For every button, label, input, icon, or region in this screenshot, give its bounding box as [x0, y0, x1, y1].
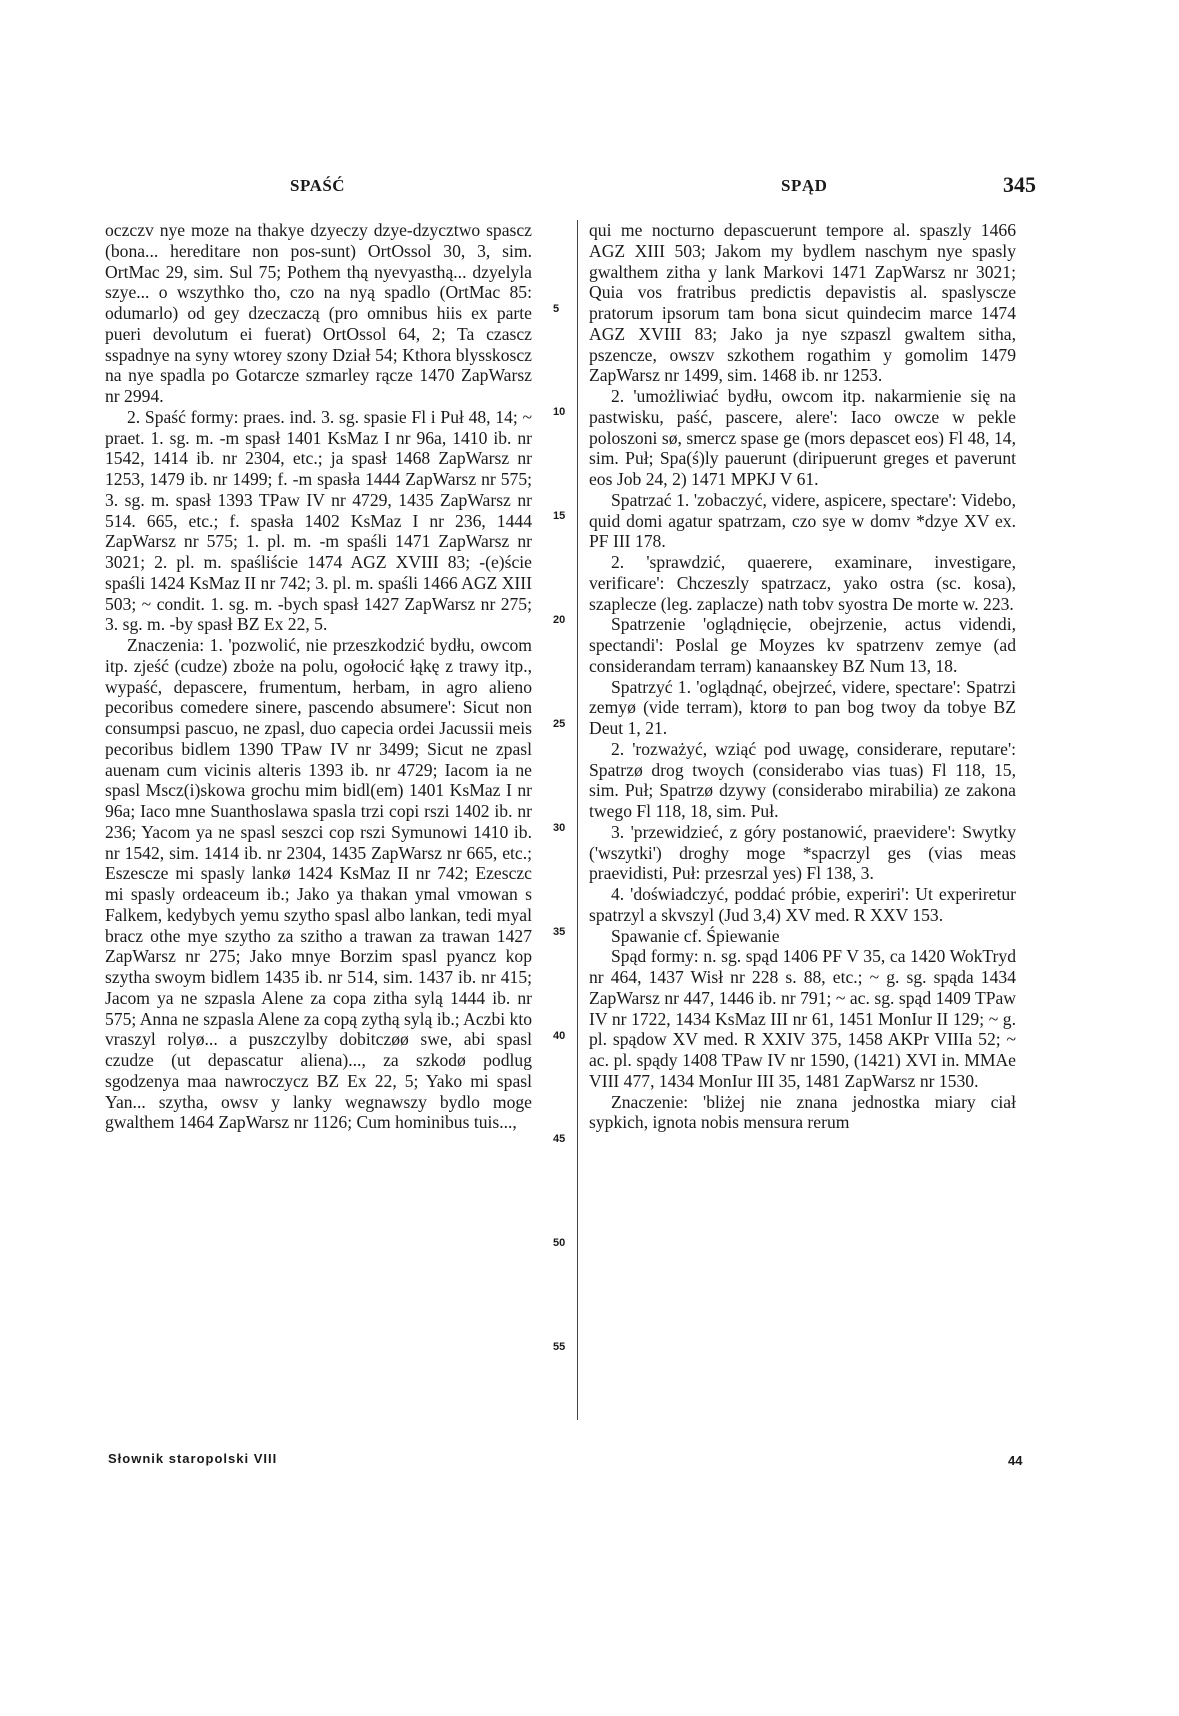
line-number: 55 — [553, 1341, 566, 1353]
right-column — [589, 220, 1016, 1133]
line-number: 15 — [553, 510, 566, 522]
right-para-9: 4. 'doświadczyć, poddać próbie, experiri': Ut experiretur spatrzyl a skvszyl (Jud 3,4) XV med. R XXV 153. — [589, 884, 1016, 925]
right-para-4: 2. 'sprawdzić, quaerere, examinare, investigare, verificare': Chczeszly spatrzacz, yako ostra (sc. kosa), szaplecze (leg. zaplacze) nath tobv syostra De morte w. 223. — [589, 552, 1016, 614]
line-number: 30 — [553, 822, 566, 834]
right-para-6: Spatrzyć 1. 'oglądnąć, obejrzeć, videre, spectare': Spatrzi zemyø (vide terram), ktorø to pan bog twoy da tobye BZ Deut 1, 21. — [589, 676, 1016, 738]
right-para-10: Spawanie cf. Śpiewanie — [611, 925, 780, 946]
footer-title: Słownik staropolski VIII — [108, 1451, 278, 1466]
line-number: 45 — [553, 1133, 566, 1145]
header-left-headword: SPAŚĆ — [290, 176, 346, 195]
line-number: 5 — [553, 303, 560, 315]
column-divider — [577, 220, 578, 1420]
line-number: 10 — [553, 406, 566, 418]
header-right-headword: SPĄD — [781, 176, 828, 195]
footer-signature: 44 — [1008, 1453, 1023, 1468]
left-column — [105, 220, 532, 1133]
right-para-1: qui me nocturno depascuerunt tempore al. spaszly 1466 AGZ XIII 503; Jakom my bydlem naschym nye spasly gwalthem zitha y lank Markovi 1471 ZapWarsz nr 3021; Quia vos fratribus predictis depavistis al. spaslyscze pratorum ipsorum tam bona sicut quindecim marce 1474 AGZ XVIII 83; Jako ja nye szpaszl gwaltem sitha, pszencze, owszv szkothem rogathim y gomolim 1479 ZapWarsz nr 1499, sim. 1468 ib. nr 1253. — [589, 220, 1016, 386]
line-number: 20 — [553, 614, 566, 626]
right-para-3: Spatrzać 1. 'zobaczyć, videre, aspicere, spectare': Videbo, quid domi agatur spatrzam, czo sye w domv *dzye XV ex. PF III 178. — [589, 489, 1016, 552]
page-number: 345 — [1003, 172, 1036, 197]
right-para-5: Spatrzenie 'oglądnięcie, obejrzenie, actus videndi, spectandi': Poslal ge Moyzes kv spatrzenv zemye (ad considerandam terram) kanaanskey BZ Num 13, 18. — [589, 614, 1016, 676]
line-number: 50 — [553, 1237, 566, 1249]
left-para-1: oczczv nye moze na thakye dzyeczy dzye-dzycztwo spascz (bona... hereditare non pos-sunt) OrtOssol 30, 3, sim. OrtMac 29, sim. Sul 75; Pothem thą nyevyasthą... dzyelyla szye... o wszythko tho, czo na nyą spadlo (OrtMac 85: odumarlo) od gey dzeczaczą (pro omnibus hiis ex parte pueri devolutum ei fuerat) OrtOssol 64, 2; Ta czascz sspadnye na syny wtorey szony Dział 54; Kthora blysskoscz na nye spadla po Gotarcze szmarley rącze 1470 ZapWarsz nr 2994. — [105, 220, 532, 406]
right-para-7: 2. 'rozważyć, wziąć pod uwagę, considerare, reputare': Spatrzø drog twoych (considerabo vias tuas) Fl 118, 15, sim. Puł; Spatrzø dzywy (considerabo mirabilia) ze zakona twego Fl 118, 18, sim. Puł. — [589, 738, 1016, 821]
line-number: 35 — [553, 926, 566, 938]
right-para-2: 2. 'umożliwiać bydłu, owcom itp. nakarmienie się na pastwisku, paść, pascere, alere': Iaco owcze w pekle poloszoni sø, smercz spase ge (mors depascet eos) Fl 48, 14, sim. Puł; Spa(ś)ly pauerunt (diripuerunt greges et paverunt eos Job 24, 2) 1471 MPKJ V 61. — [589, 386, 1016, 489]
line-number: 40 — [553, 1030, 566, 1042]
left-para-2: 2. Spaść formy: praes. ind. 3. sg. spasie Fl i Puł 48, 14; ~ praet. 1. sg. m. -m spasł 1401 KsMaz I nr 96a, 1410 ib. nr 1542, 1414 ib. nr 2304, etc.; ja spasł 1468 ZapWarsz nr 1253, 1479 ib. nr 1499; f. -m spasła 1444 ZapWarsz nr 575; 3. sg. m. spasł 1393 TPaw IV nr 4729, 1435 ZapWarsz nr 514. 665, etc.; f. spasła 1402 KsMaz I nr 236, 1444 ZapWarsz nr 575; 1. pl. m. -m spaśli 1471 ZapWarsz nr 3021; 2. pl. m. spaśliście 1474 AGZ XVIII 83; -(e)ście spaśli 1424 KsMaz II nr 742; 3. pl. m. spaśli 1466 AGZ XIII 503; ~ condit. 1. sg. m. -bych spasł 1427 ZapWarsz nr 275; 3. sg. m. -by spasł BZ Ex 22, 5. — [105, 406, 532, 635]
right-para-11: Spąd formy: n. sg. spąd 1406 PF V 35, ca 1420 WokTryd nr 464, 1437 Wisł nr 228 s. 88, etc.; ~ g. sg. spąda 1434 ZapWarsz nr 447, 1446 ib. nr 791; ~ ac. sg. spąd 1409 TPaw IV nr 1722, 1434 KsMaz III nr 61, 1451 MonIur II 129; ~ g. pl. spądow XV med. R XXIV 375, 1458 AKPr VIIIa 52; ~ ac. pl. spądy 1408 TPaw IV nr 1590, (1421) XVI in. MMAe VIII 477, 1434 MonIur III 35, 1481 ZapWarsz nr 1530. — [589, 946, 1016, 1091]
page-header — [0, 172, 1179, 202]
right-para-8: 3. 'przewidzieć, z góry postanowić, praevidere': Swytky ('wszytki') droghy moge *spacrzyl ges (vias meas praevidisti, Puł: przesrzal yes) Fl 138, 3. — [589, 821, 1016, 884]
line-number: 25 — [553, 718, 566, 730]
left-para-3: Znaczenia: 1. 'pozwolić, nie przeszkodzić bydłu, owcom itp. zjeść (cudze) zboże na polu, ogołocić łąkę z trawy itp., wypaść, depascere, frumentum, herbam, in agro alieno pecoribus comedere sinere, pascendo absumere': Sicut non consumpsi pascuo, ne zpasl, duo capecia ordei Jacussii meis pecoribus bidlem 1390 TPaw IV nr 3499; Sicut ne zpasl auenam cum vicinis alteris 1393 ib. nr 4729; Iacom ia ne spasl Mscz(i)skowa grochu mim bidl(em) 1401 KsMaz I nr 96a; Iaco mne Suanthoslawa spasla trzi copi rszi 1402 ib. nr 236; Yacom ya ne spasl seszci cop rszi Symunowi 1410 ib. nr 1542, sim. 1414 ib. nr 2304, 1435 ZapWarsz nr 665, etc.; Eszescze mi spasly lankø 1424 KsMaz II nr 742; Ezesczc mi spasly ordeaceum ib.; Jako ya thakan ymal vmowan s Falkem, kedybych yemu szytho spasl albo lankan, tedi myal bracz othe mye szytho za szitho a trawan za trawan 1427 ZapWarsz nr 275; Jako mnye Borzim spasl pyancz kop szytha swoym bidlem 1435 ib. nr 514, sim. 1437 ib. nr 415; Jacom ya ne szpasla Alene za copa zitha sylą 1444 ib. nr 575; Anna ne szpasla Alene za copą zythą sylą ib.; Aczbi kto vraszyl rolyø... a puszczylby dobitczøø swe, abi spasl czudze (ut depascatur aliena)..., za szkodø podlug sgodzenya maa nawroczycz BZ Ex 22, 5; Yako mi spasl Yan... szytha, owsv y lanky wegnawszy bydlo moge gwalthem 1464 ZapWarsz nr 1126; Cum hominibus tuis..., — [105, 635, 533, 1133]
right-para-12: Znaczenie: 'bliżej nie znana jednostka miary ciał sypkich, ignota nobis mensura rerum — [589, 1091, 1016, 1133]
